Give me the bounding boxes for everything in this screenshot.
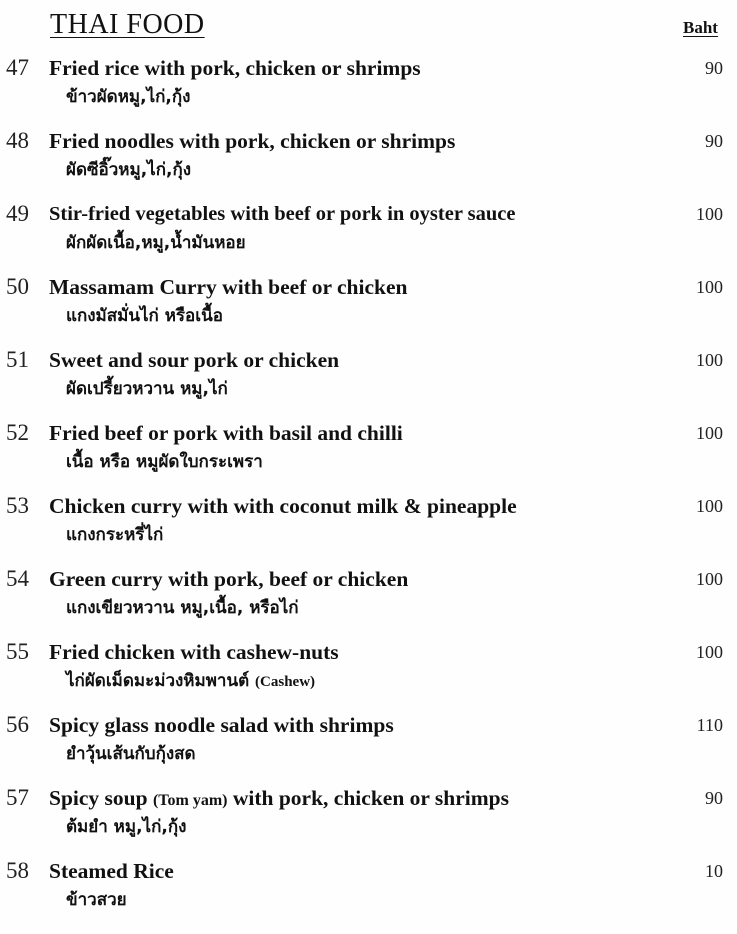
- menu-item: [0, 707, 737, 780]
- item-thai-name: แกงมัสมั่นไก่ หรือเนื้อ: [66, 306, 223, 326]
- menu-item: [0, 853, 737, 926]
- item-price: 100: [696, 204, 723, 224]
- item-thai-name: ผัดซีอิ๊วหมู,ไก่,กุ้ง: [66, 160, 192, 180]
- item-name-end: with pork, chicken or shrimps: [227, 786, 510, 810]
- menu-item-list: [0, 50, 737, 934]
- item-thai-name: ผักผัดเนื้อ,หมู,น้ำมันหอย: [66, 233, 246, 253]
- menu-item: [0, 342, 737, 415]
- item-thai-name: ข้าวผัดหมู,ไก่,กุ้ง: [66, 87, 191, 107]
- item-number: 57: [6, 785, 29, 810]
- item-name: Stir-fried vegetables with beef or pork in oyster sauce: [49, 203, 516, 225]
- menu-item: [0, 780, 737, 853]
- item-thai-name: ยำวุ้นเส้นกับกุ้งสด: [66, 744, 196, 764]
- item-name: Spicy glass noodle salad with shrimps: [49, 713, 394, 737]
- item-thai-text: ไก่ผัดเม็ดมะม่วงหิมพานต์: [66, 671, 250, 691]
- item-number: 47: [6, 55, 29, 80]
- item-number: 56: [6, 712, 29, 737]
- item-price: 90: [705, 131, 723, 151]
- item-price: 100: [696, 496, 723, 516]
- item-name-note: (Tom yam): [152, 792, 228, 809]
- item-name: Fried rice with pork, chicken or shrimps: [49, 56, 421, 80]
- item-thai-name: ผัดเปรี้ยวหวาน หมู,ไก่: [66, 379, 228, 399]
- item-price: 90: [705, 58, 723, 78]
- item-price: 100: [696, 277, 723, 297]
- menu-item: [0, 561, 737, 634]
- item-number: 51: [6, 347, 29, 372]
- item-thai-note: (Cashew): [255, 674, 316, 690]
- item-number: 52: [6, 420, 29, 445]
- menu-item: [0, 196, 737, 269]
- item-number: 53: [6, 493, 29, 518]
- item-price: 100: [696, 569, 723, 589]
- menu-item: [0, 488, 737, 561]
- item-thai-name: แกงเขียวหวาน หมู,เนื้อ, หรือไก่: [66, 598, 299, 618]
- item-price: 100: [696, 423, 723, 443]
- item-thai-name: ข้าวสวย: [66, 890, 127, 910]
- item-number: 58: [6, 858, 29, 883]
- item-name: Fried noodles with pork, chicken or shrimps: [49, 129, 456, 153]
- item-name: Fried chicken with cashew-nuts: [49, 640, 339, 664]
- price-column-header: Baht: [683, 18, 718, 37]
- item-thai-name: ต้มยำ หมู,ไก่,กุ้ง: [66, 817, 187, 837]
- menu-item: [0, 123, 737, 196]
- item-name: [49, 783, 509, 816]
- item-number: 55: [6, 639, 29, 664]
- menu-title: THAI FOOD: [50, 9, 205, 40]
- menu-item: [0, 50, 737, 123]
- item-price: 100: [696, 350, 723, 370]
- menu-item: [0, 269, 737, 342]
- item-name: Chicken curry with with coconut milk & pineapple: [49, 494, 517, 518]
- item-name: Sweet and sour pork or chicken: [49, 348, 340, 372]
- item-number: 54: [6, 566, 29, 591]
- item-number: 49: [6, 201, 29, 226]
- item-price: 10: [705, 861, 723, 881]
- item-name: Steamed Rice: [49, 859, 174, 883]
- item-number: 50: [6, 274, 29, 299]
- item-thai-name: เนื้อ หรือ หมูผัดใบกระเพรา: [66, 452, 263, 472]
- item-price: 110: [696, 715, 723, 735]
- item-name: Green curry with pork, beef or chicken: [49, 567, 409, 591]
- item-thai-name: [66, 669, 315, 694]
- item-price: 100: [696, 642, 723, 662]
- item-thai-name: แกงกระหรี่ไก่: [66, 525, 164, 545]
- item-name: Massamam Curry with beef or chicken: [49, 275, 408, 299]
- menu-item: [0, 634, 737, 707]
- item-number: 48: [6, 128, 29, 153]
- item-name-start: Spicy soup: [49, 786, 153, 810]
- item-price: 90: [705, 788, 723, 808]
- item-name: Fried beef or pork with basil and chilli: [49, 421, 403, 445]
- menu-item: [0, 415, 737, 488]
